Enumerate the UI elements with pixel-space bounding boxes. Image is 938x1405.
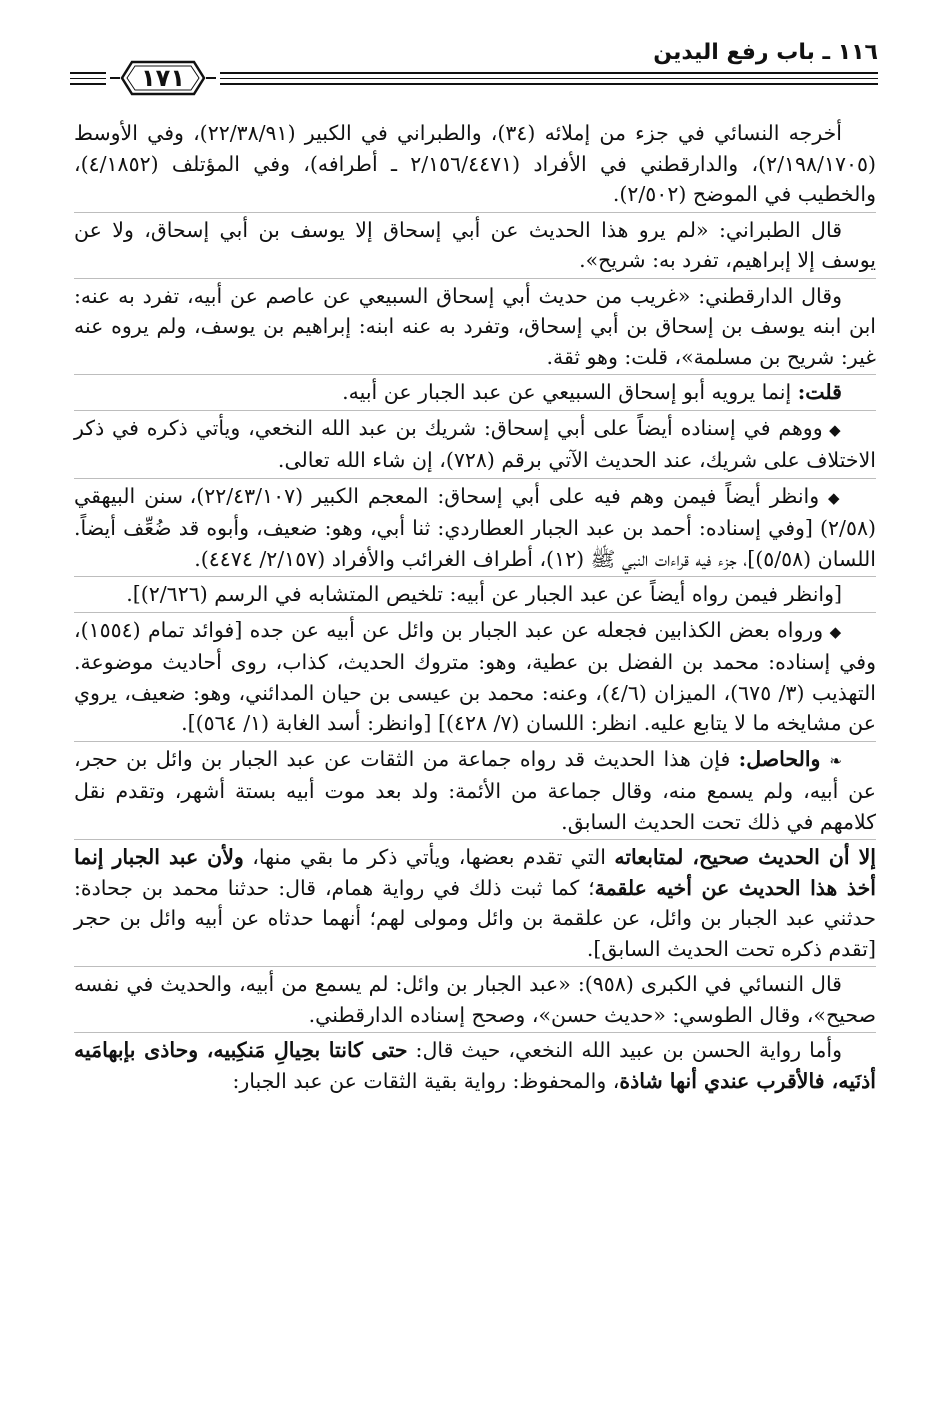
paragraph-lead: قلت: (797, 380, 842, 404)
paragraph-text: ورواه بعض الكذابين فجعله عن عبد الجبار بن وائل عن أبيه عن جده [فوائد تمام (١٥٥٤)، وفي إسناده: محمد بن الفضل بن عطية، وهو: متروك الحديث، كذاب، روى أحاديث موضوعة. التهذيب (٣/ ٦٧٥)، الميزان (٤/٦)، وعنه: محمد بن عيسى بن حيان المدائني، وهو: ضعيف، يروي عن مشايخه ما لا يتابع عليه. انظر: اللسان (٧/ ٤٢٨)] [وانظر: أسد الغابة (١/ ٥٦٤)]. (74, 617, 876, 735)
paragraph-text: [وانظر فيمن رواه أيضاً عن عبد الجبار عن أبيه: تلخيص المتشابه في الرسم (٢/٦٢٦)]. (126, 582, 842, 606)
paragraph (74, 741, 876, 838)
paragraph-text: قال النسائي في الكبرى (٩٥٨): «عبد الجبار بن وائل: لم يسمع من أبيه، والحديث في نفسه صحيح»، وقال الطوسي: «حديث حسن»، وصحح إسناده الدارقطني. (74, 972, 876, 1027)
paragraph-lead: حتى كانتا بحِيالِ مَنكِبيه، وحاذى بإبهامَيه أذنَيه، فالأقرب عندي أنها شاذة (74, 1038, 876, 1093)
paragraph-text: ، والمحفوظ: رواية بقية الثقات عن عبد الجبار: (232, 1068, 620, 1093)
paragraph (74, 278, 876, 373)
running-header (70, 38, 878, 108)
bullet-icon: ◆ (829, 622, 842, 641)
paragraph-text: ؛ كما ثبت ذلك في رواية همام، قال: حدثنا محمد بن جحادة: حدثني عبد الجبار بن وائل، عن علقمة بن وائل ومولى لهم؛ أنهما حدثاه عن أبيه وائل بن حجر [تقدم ذكره تحت الحديث السابق]. (74, 875, 876, 961)
paragraph (74, 374, 876, 408)
leaf-bullet-icon: ❧ (829, 751, 842, 770)
paragraph-text: وانظر أيضاً فيمن وهم فيه على أبي إسحاق: المعجم الكبير (٢٢/٤٣/١٠٧)، سنن البيهقي (٢/٥٨) [وفي إسناده: أحمد بن عبد الجبار العطاردي: ثنا أبي، وهو: ضعيف، وأبوه قد ضُعِّف أيضاً. اللسان (٥/٥٨)]، جزء فيه قراءات النبي ﷺ (١٢)، أطراف الغرائب والأفراد (٢/١٥٧/ ٤٤٧٤). (74, 483, 876, 571)
header-rule (70, 78, 106, 79)
paragraph-text: إنما يرويه أبو إسحاق السبيعي عن عبد الجبار عن أبيه. (342, 380, 798, 404)
paragraph-text: وقال الدارقطني: «غريب من حديث أبي إسحاق السبيعي عن عاصم عن أبيه، تفرد به عنه: ابن ابنه يوسف بن إسحاق بن أبي إسحاق، وتفرد به عنه ابنه: إبراهيم بن يوسف، ولم يروه عنه غير: شريح بن مسلمة»، قلت: وهو ثقة. (74, 283, 876, 369)
paragraph (74, 478, 876, 575)
paragraph-text: قال الطبراني: «لم يرو هذا الحديث عن أبي إسحاق إلا يوسف بن أبي إسحاق، ولا عن يوسف إلا إبراهيم، تفرد به: شريح». (74, 217, 876, 272)
paragraph-lead: والحاصل: (738, 746, 830, 771)
header-rule (220, 78, 878, 79)
bullet-icon: ◆ (829, 420, 842, 439)
paragraph-lead: ولأن عبد الجبار إنما أخذ هذا الحديث عن أخيه علقمة (74, 845, 876, 900)
paragraph-text: فإن هذا الحديث قد رواه جماعة من الثقات عن عبد الجبار بن وائل بن حجر، عن أبيه، ولم يسمع منه، وقال جماعة من الأئمة: ولد بعد موت أبيه بستة أشهر، وتقدم نقل كلامهم في ذلك تحت الحديث السابق. (74, 746, 876, 834)
paragraph-lead: إلا أن الحديث صحيح، لمتابعاته (614, 845, 876, 869)
paragraph-text: ووهم في إسناده أيضاً على أبي إسحاق: شريك بن عبد الله النخعي، ويأتي ذكره في ذكر الاختلاف على شريك، عند الحديث الآتي برقم (٧٢٨)، إن شاء الله تعالى. (74, 415, 876, 472)
page-number-badge (108, 56, 218, 100)
paragraph-text: التي تقدم بعضها، ويأتي ذكر ما بقي منها، (243, 845, 615, 869)
paragraph (74, 1032, 876, 1096)
paragraph (74, 118, 876, 210)
header-rule (70, 72, 106, 74)
paragraph (74, 839, 876, 964)
paragraph (74, 212, 876, 276)
header-rule (70, 83, 106, 85)
paragraph (74, 576, 876, 610)
page-number: ١٧١ (141, 64, 185, 92)
paragraph (74, 612, 876, 739)
paragraph (74, 966, 876, 1030)
paragraph (74, 410, 876, 476)
paragraph-text: وأما رواية الحسن بن عبيد الله النخعي، حيث قال: (407, 1038, 842, 1062)
paragraph-text: أخرجه النسائي في جزء من إملائه (٣٤)، والطبراني في الكبير (٢٢/٣٨/٩١)، وفي الأوسط (٢/١٩٨/١٧٠٥)، والدارقطني في الأفراد (٢/١٥٦/٤٤٧١ ـ أطرافه)، وفي المؤتلف (٤/١٨٥٢)، والخطيب في الموضح (٢/٥٠٢). (74, 121, 876, 206)
header-rule (220, 72, 878, 74)
header-rule (220, 83, 878, 85)
body-text (74, 118, 876, 1096)
running-title: ١١٦ ـ باب رفع اليدين (653, 40, 878, 65)
bullet-icon: ◆ (828, 488, 842, 507)
